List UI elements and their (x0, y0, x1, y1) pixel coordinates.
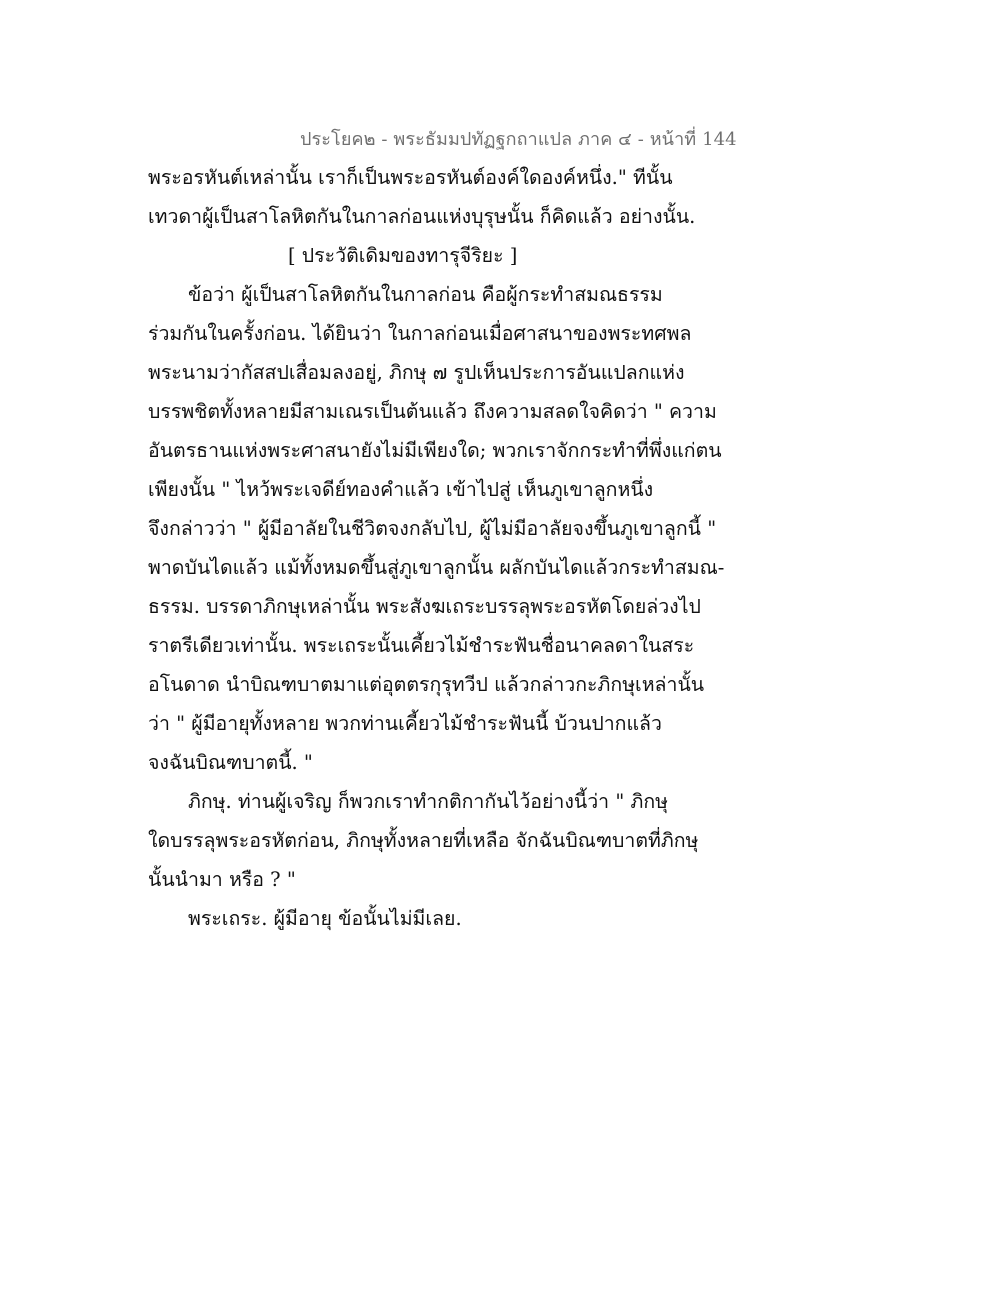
text-line: บรรพชิตทั้งหลายมีสามเณรเป็นต้นแล้ว ถึงความสลดใจคิดว่า " ความ (148, 400, 717, 423)
text-line: ใดบรรลุพระอรหัตก่อน, ภิกษุทั้งหลายที่เหลือ จักฉันบิณฑบาตที่ภิกษุ (148, 829, 699, 852)
paragraph-first-line: ภิกษุ. ท่านผู้เจริญ ก็พวกเราทำกติกากันไว้อย่างนี้ว่า " ภิกษุ (188, 790, 668, 813)
text-line: อันตรธานแห่งพระศาสนายังไม่มีเพียงใด; พวกเราจักกระทำที่พึ่งแก่ตน (148, 439, 722, 462)
text-line: ว่า " ผู้มีอายุทั้งหลาย พวกท่านเคี้ยวไม้ชำระฟันนี้ บ้วนปากแล้ว (148, 712, 662, 735)
text-line: ร่วมกันในครั้งก่อน. ได้ยินว่า ในกาลก่อนเมื่อศาสนาของพระทศพล (148, 322, 692, 345)
running-header: ประโยค๒ - พระธัมมปทัฏฐกถาแปล ภาค ๔ - หน้าที่ 144 (300, 129, 737, 150)
paragraph-first-line: พระเถระ. ผู้มีอายุ ข้อนั้นไม่มีเลย. (188, 907, 462, 930)
text-line: พาดบันไดแล้ว แม้ทั้งหมดขึ้นสู่ภูเขาลูกนั้น ผลักบันไดแล้วกระทำสมณ- (148, 556, 725, 579)
section-heading: [ ประวัติเดิมของทารุจีริยะ ] (288, 244, 518, 267)
text-line: พระนามว่ากัสสปเสื่อมลงอยู่, ภิกษุ ๗ รูปเห็นประการอันแปลกแห่ง (148, 361, 685, 384)
text-line: เทวดาผู้เป็นสาโลหิตกันในกาลก่อนแห่งบุรุษนั้น ก็คิดแล้ว อย่างนั้น. (148, 205, 696, 228)
text-line: ธรรม. บรรดาภิกษุเหล่านั้น พระสังฆเถระบรรลุพระอรหัตโดยล่วงไป (148, 595, 701, 618)
text-line: จึงกล่าวว่า " ผู้มีอาลัยในชีวิตจงกลับไป, ผู้ไม่มีอาลัยจงขึ้นภูเขาลูกนี้ " (148, 517, 717, 540)
body-text (148, 158, 728, 938)
text-line: อโนดาด นำบิณฑบาตมาแต่อุตตรกุรุทวีป แล้วกล่าวกะภิกษุเหล่านั้น (148, 673, 705, 696)
paragraph-first-line: ข้อว่า ผู้เป็นสาโลหิตกันในกาลก่อน คือผู้กระทำสมณธรรม (188, 283, 663, 306)
text-line: จงฉันบิณฑบาตนี้. " (148, 751, 313, 774)
text-line: พระอรหันต์เหล่านั้น เราก็เป็นพระอรหันต์องค์ใดองค์หนึ่ง." ทีนั้น (148, 166, 673, 189)
text-line: นั้นนำมา หรือ ? " (148, 868, 296, 891)
text-line: เพียงนั้น " ไหว้พระเจดีย์ทองคำแล้ว เข้าไปสู่ เห็นภูเขาลูกหนึ่ง (148, 478, 654, 501)
text-line: ราตรีเดียวเท่านั้น. พระเถระนั้นเคี้ยวไม้ชำระฟันชื่อนาคลดาในสระ (148, 634, 695, 657)
